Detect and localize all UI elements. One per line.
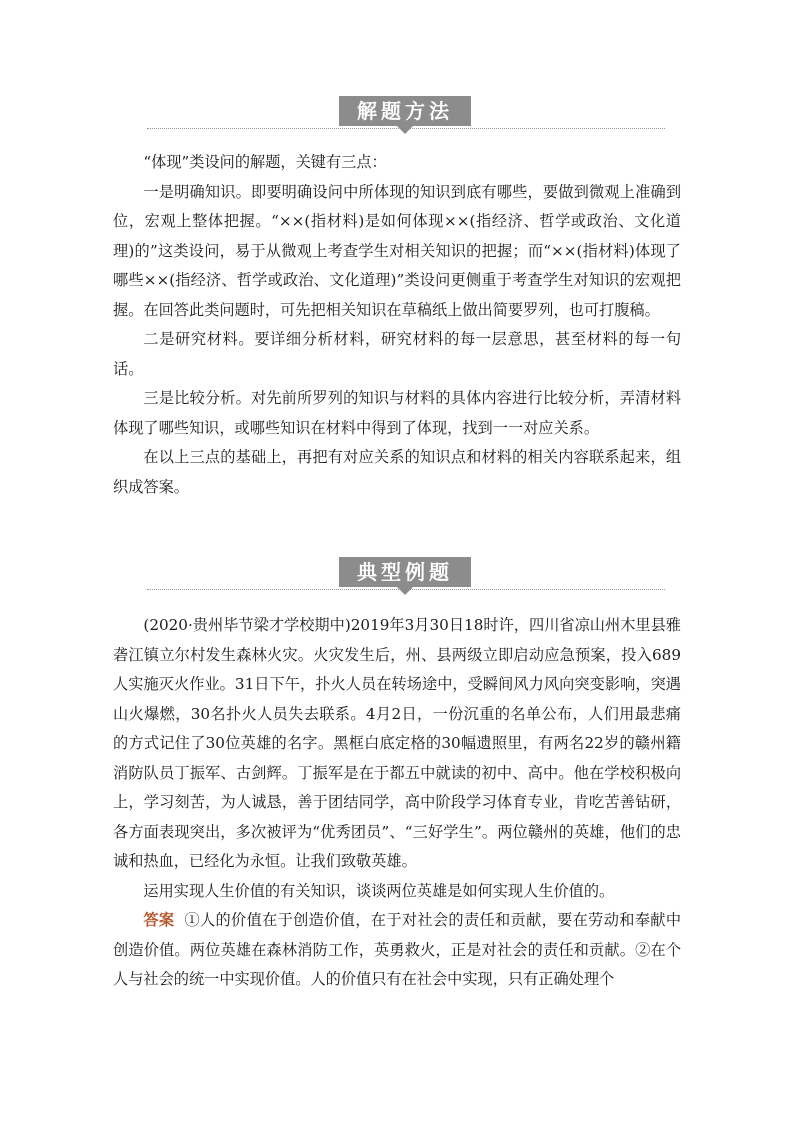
example-material: (2020·贵州毕节梁才学校期中)2019年3月30日18时许，四川省凉山州木里县雅砻江镇立尔村发生森林火灾。火灾发生后，州、县两级立即启动应急预案，投入689人实施灭火作业。31日下午，扑火人员在转场途中，受瞬间风力风向突变影响，突遇山火爆燃，30名扑火人员失去联系。4月2日，一份沉重的名单公布，人们用最悲痛的方式记住了30位英雄的名字。黑框白底定格的30幅遗照里，有两名22岁的赣州籍消防队员丁振军、古剑辉。丁振军是在于都五中就读的初中、高中。他在学校积极向上，学习刻苦，为人诚恳，善于团结同学，高中阶段学习体育专业，肯吃苦善钻研，各方面表现突出，多次被评为“优秀团员”、“三好学生”。两位赣州的英雄，他们的忠诚和热血，已经化为永恒。让我们致敬英雄。 [113,616,681,870]
section-header-example [147,557,665,597]
section-title: 解题方法 [339,96,471,126]
example-body [113,611,681,995]
example-question: 运用实现人生价值的有关知识，谈谈两位英雄是如何实现人生价值的。 [143,881,615,900]
example-answer [113,906,681,995]
paragraph: 在以上三点的基础上，再把有对应关系的知识点和材料的相关内容联系起来，组织成答案。 [113,448,681,496]
section-header-method [147,96,665,136]
answer-label: 答案 [143,911,175,929]
pointer-arrow-icon [397,587,413,595]
paragraph: “体现”类设问的解题，关键有三点： [143,153,387,171]
paragraph: 一是明确知识。即要明确设问中所体现的知识到底有哪些，要做到微观上准确到位，宏观上整体把握。“××(指材料)是如何体现××(指经济、哲学或政治、文化道理)的”这类设问，易于从微观上考查学生对相关知识的把握；而“××(指材料)体现了哪些××(指经济、哲学或政治、文化道理)”类设问更侧重于考查学生对知识的宏观把握。在回答此类问题时，可先把相关知识在草稿纸上做出简要罗列，也可打腹稿。 [113,182,681,319]
paragraph: 二是研究材料。要详细分析材料，研究材料的每一层意思，甚至材料的每一句话。 [113,330,681,378]
pointer-arrow-icon [397,126,413,134]
section-title: 典型例题 [339,557,471,587]
method-body [113,148,681,502]
paragraph: 三是比较分析。对先前所罗列的知识与材料的具体内容进行比较分析，弄清材料体现了哪些知识，或哪些知识在材料中得到了体现，找到一一对应关系。 [113,389,681,437]
answer-text: ①人的价值在于创造价值，在于对社会的责任和贡献，要在劳动和奉献中创造价值。两位英雄在森林消防工作，英勇救火，正是对社会的责任和贡献。②在个人与社会的统一中实现价值。人的价值只有在社会中实现，只有正确处理个 [113,911,682,988]
